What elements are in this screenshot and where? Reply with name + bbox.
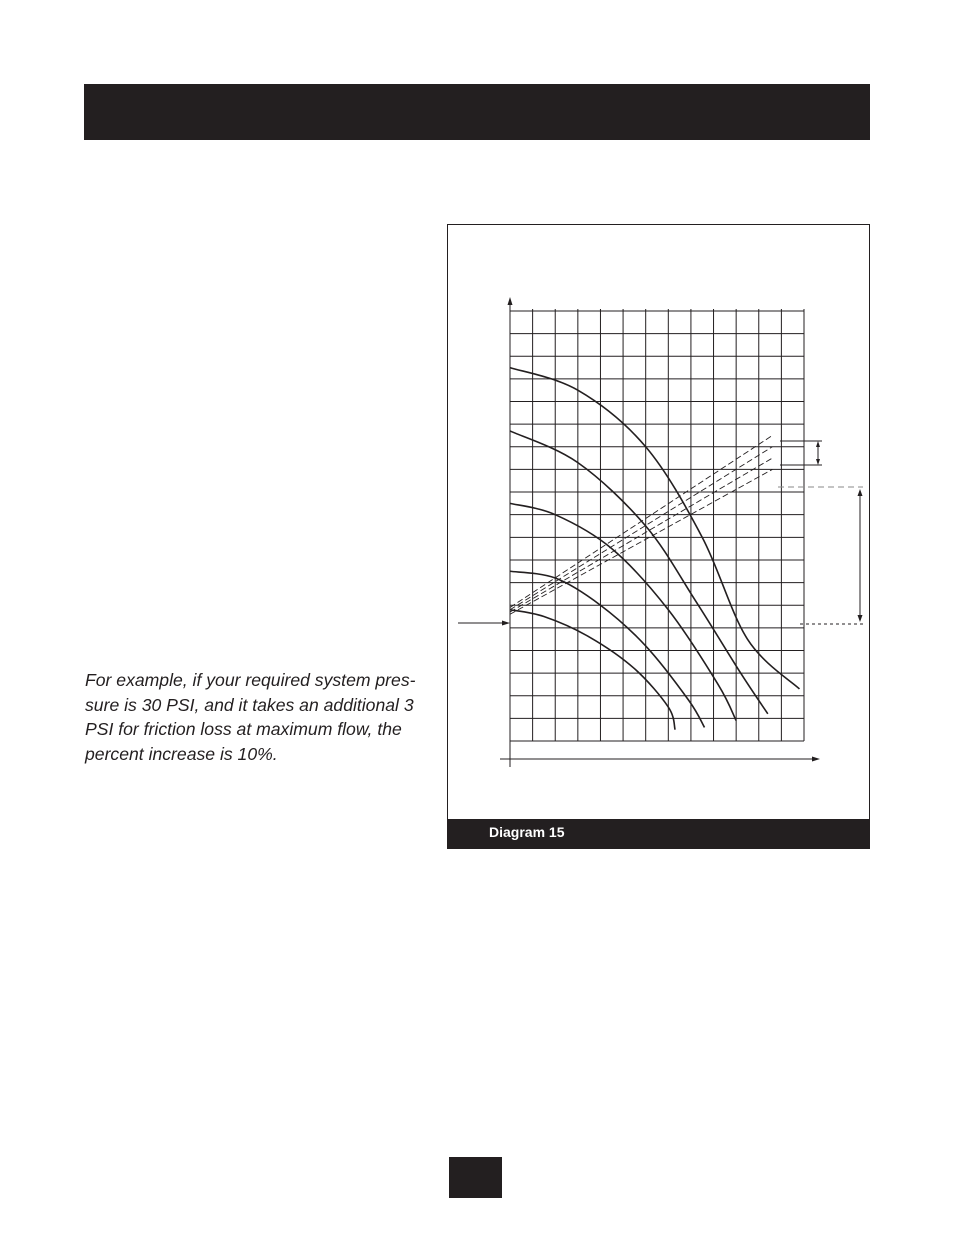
pointer-arrow-icon xyxy=(502,621,510,626)
pump-curve-4 xyxy=(510,571,704,727)
example-line: For example, if your required system pres- xyxy=(85,670,416,690)
pump-performance-chart xyxy=(448,225,869,819)
friction-arrow-down-icon xyxy=(816,459,820,465)
example-paragraph xyxy=(85,668,425,766)
diagram-figure xyxy=(447,224,870,849)
y-axis-arrow-icon xyxy=(508,297,513,305)
header-bar xyxy=(84,84,870,140)
chart-grid xyxy=(510,309,804,741)
pump-curves xyxy=(510,368,799,730)
figure-caption-bar xyxy=(448,819,869,848)
bracket-arrow-down-icon xyxy=(858,615,863,622)
system-curve-3 xyxy=(510,458,772,612)
page-number-box xyxy=(449,1157,502,1198)
example-line: sure is 30 PSI, and it takes an additional 3 xyxy=(85,694,414,715)
friction-arrow-up-icon xyxy=(816,441,820,447)
system-curve-4 xyxy=(510,469,772,614)
figure-caption: Diagram 15 xyxy=(489,824,565,840)
system-curve-2 xyxy=(510,447,772,610)
pump-curve-2 xyxy=(510,431,768,714)
chart-annotations xyxy=(778,441,863,624)
system-curves xyxy=(510,435,772,614)
example-line: percent increase is 10%. xyxy=(85,743,278,764)
x-axis-arrow-icon xyxy=(812,757,820,762)
example-line: PSI for friction loss at maximum flow, the xyxy=(85,719,402,739)
bracket-arrow-up-icon xyxy=(858,489,863,496)
pump-curve-1 xyxy=(510,368,799,689)
